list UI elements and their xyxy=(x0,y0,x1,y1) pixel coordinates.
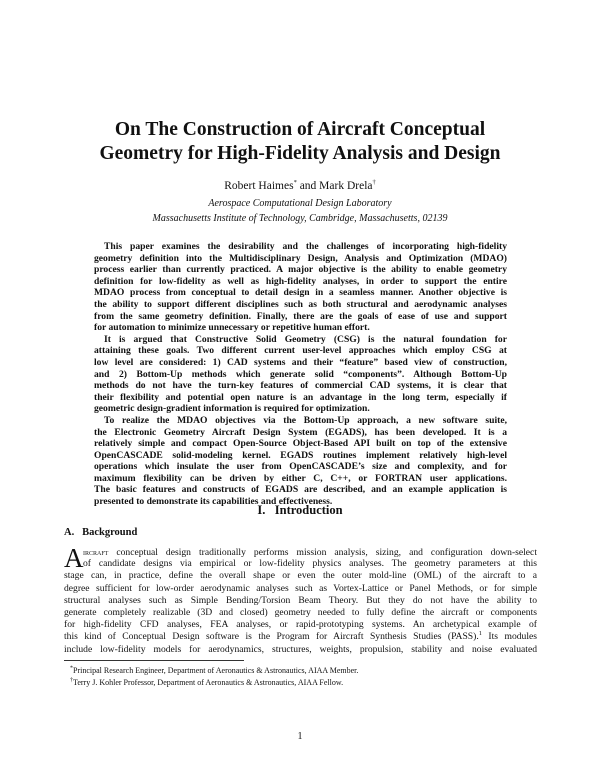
abstract-line: presented to demonstrate its capabilities and effectiveness. xyxy=(94,496,333,508)
text-line: of candidate designs via empirical or low-fidelity physics analyses. The geometry parameters at this xyxy=(83,558,537,570)
abstract-line: process earlier than currently practiced. A major objective is the ability to enable geometry xyxy=(94,264,507,276)
abstract-line: relatively simple and compact Open-Source Object-Based API built on top of the extensive xyxy=(94,438,507,450)
abstract-line: geometric design-gradient information is required for optimization. xyxy=(94,403,370,415)
abstract-line: low level are considered: 1) CAD systems and their “feature” based view of construction, xyxy=(94,356,507,368)
text-line xyxy=(64,546,537,558)
abstract-line: OpenCASCADE solid-modeling kernel. EGADS routines implement relatively high-level xyxy=(94,449,507,461)
author-name: Mark Drela xyxy=(319,180,373,192)
affiliation-lab: Aerospace Computational Design Laboratory xyxy=(208,198,392,209)
abstract-line: the Electronic Geometry Aircraft Design System (EGADS), has been developed. It is a xyxy=(94,426,507,438)
abstract-line: operations which insulate the user from OpenCASCADE’s size and complexity, and for xyxy=(94,461,507,473)
title-line: Geometry for High-Fidelity Analysis and Design xyxy=(99,143,501,164)
text-line: structural analyses such as Simple Bending/Torsion Beam Theory. But they do not have the ability to xyxy=(64,594,537,606)
subsection-heading: A. Background xyxy=(64,527,138,538)
drop-cap: A xyxy=(64,543,84,573)
text-segment: conceptual design traditionally performs mission analysis, sizing, and configuration down-select xyxy=(108,547,537,558)
body-text xyxy=(64,543,537,656)
small-caps-text: ircraft xyxy=(83,547,109,557)
affiliation-institution: Massachusetts Institute of Technology, Cambridge, Massachusetts, 02139 xyxy=(152,213,448,224)
footnote xyxy=(70,665,358,676)
abstract-line: their flexibility and potential open nature is an advantage in the long term, especially if xyxy=(94,391,507,403)
text-line: stage can, in practice, define the overall shape or even the outer mold-line (OML) of the aircraft to a xyxy=(64,570,537,582)
abstract-line: for automation to minimize unnecessary or repetitive human effort. xyxy=(94,322,370,334)
text-line: degree sufficient for low-order aerodynamic analyses such as Vortex-Lattice or Panel Methods, or for simple xyxy=(64,582,537,594)
paper-title xyxy=(0,118,600,166)
title-line: On The Construction of Aircraft Conceptual xyxy=(114,119,486,140)
abstract-line: To realize the MDAO objectives via the Bottom-Up approach, a new software suite, xyxy=(104,414,507,426)
abstract-line: and 2) Bottom-Up methods which generate solid “components”. Although Bottom-Up xyxy=(94,368,507,380)
abstract-line: methods do not have the turn-key features of commercial CAD systems, it is clear that xyxy=(94,380,507,392)
footnote-mark: * xyxy=(293,179,297,187)
abstract-line: MDAO process from conceptual to detail design in a seamless manner. Another objective is xyxy=(94,287,507,299)
footnote-mark: † xyxy=(70,677,73,684)
citation-ref[interactable]: 1 xyxy=(478,630,482,638)
abstract-line: the ability to support different disciplines such as both structural and aerodynamic analyses xyxy=(94,298,507,310)
abstract-line: maximum flexibility can be driven by either C, C++, or FORTRAN user applications. xyxy=(94,472,507,484)
footnote-mark: † xyxy=(372,179,376,187)
text-segment: this kind of Conceptual Design software is the Program for Aircraft Synthesis Studies (PASS). xyxy=(64,631,479,643)
abstract-line: attaining these goals. Two different current user-level approaches which employ CSG at xyxy=(94,345,507,357)
abstract-line: from the same geometry definition. Finally, there are the goals of ease of use and support xyxy=(94,310,507,322)
text-line xyxy=(64,631,537,643)
abstract-line: It is argued that Constructive Solid Geometry (CSG) is the natural foundation for xyxy=(104,333,507,345)
footnote-rule xyxy=(64,660,244,661)
text-line: generate completely realizable (3D and closed) geometry needed to fully define the aircraft or components xyxy=(64,606,537,618)
text-line: for high-fidelity CFD analyses, FEA analyses, or rapid-prototyping systems. An archetypical example of xyxy=(64,619,537,631)
author-name: Robert Haimes xyxy=(224,180,294,192)
abstract xyxy=(94,241,507,508)
abstract-line: geometry definition into the Multidisciplinary Design, Analysis and Optimization (MDAO) xyxy=(94,252,507,264)
author-separator: and xyxy=(296,180,320,192)
footnote-text: Terry J. Kohler Professor, Department of Aeronautics & Astronautics, AIAA Fellow. xyxy=(73,678,344,687)
footnote-text: Principal Research Engineer, Department of Aeronautics & Astronautics, AIAA Member. xyxy=(73,666,359,675)
footnote xyxy=(70,677,343,688)
abstract-line: definition for low-fidelity as well as high-fidelity analyses, in order to support the entire xyxy=(94,275,507,287)
text-segment: Its modules xyxy=(481,631,537,643)
footnote-mark: * xyxy=(70,665,73,672)
text-line: include low-fidelity models for aerodynamics, structures, weights, propulsion, stability and noise evaluated xyxy=(64,643,537,655)
abstract-line: The basic features and constructs of EGADS are described, and an example application is xyxy=(94,484,507,496)
page-number: 1 xyxy=(297,731,303,742)
section-heading: I. Introduction xyxy=(257,503,343,517)
authors xyxy=(0,180,600,192)
abstract-line: This paper examines the desirability and the challenges of incorporating high-fidelity xyxy=(104,241,507,252)
